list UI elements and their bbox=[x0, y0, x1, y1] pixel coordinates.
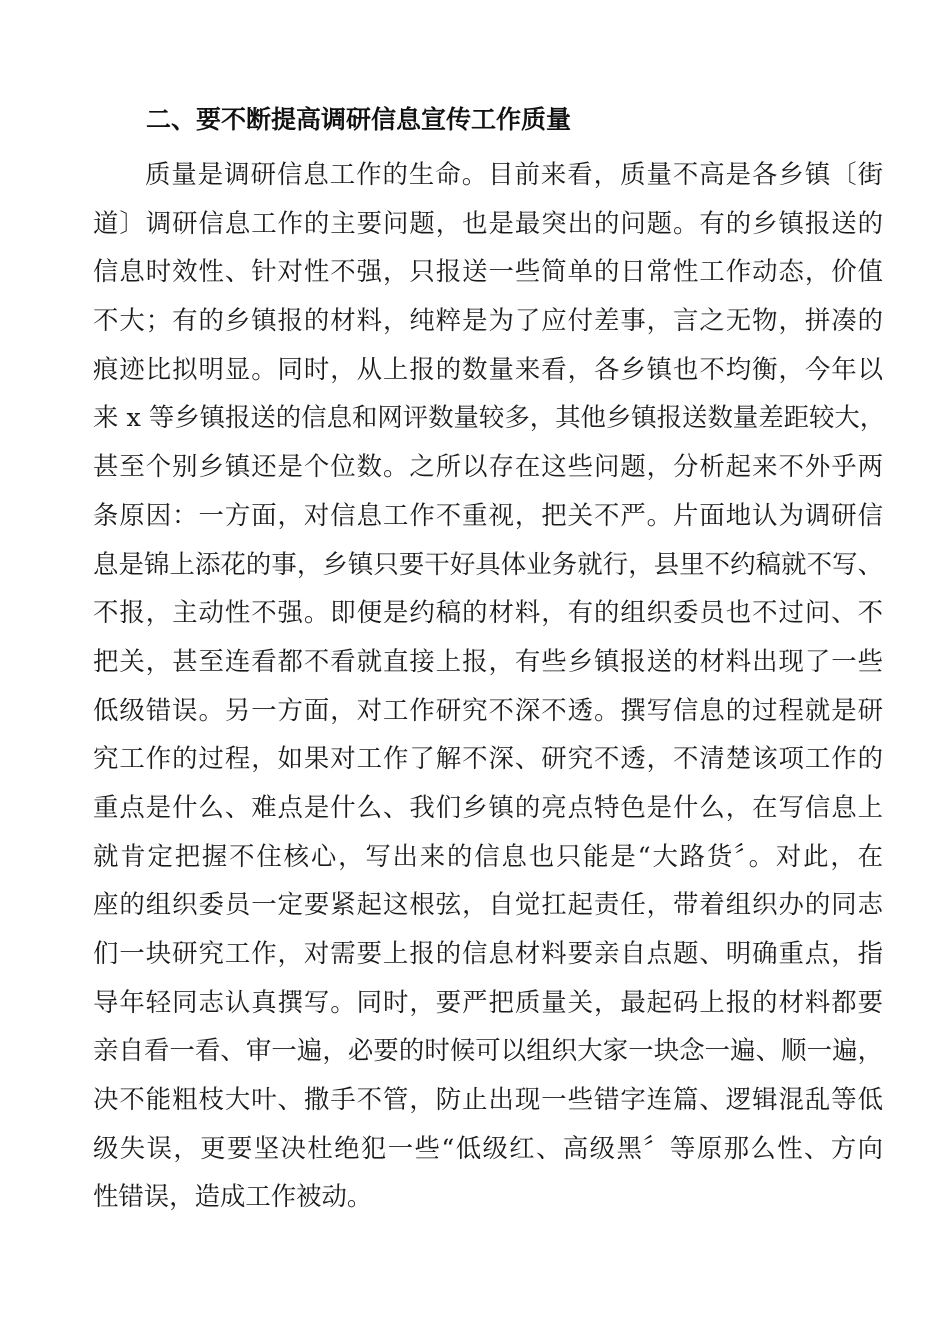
paragraph-line: 痕迹比拟明显。同时，从上报的数量来看，各乡镇也不均衡，今年以 bbox=[93, 353, 883, 384]
paragraph-line: 低级错误。另一方面，对工作研究不深不透。撰写信息的过程就是研 bbox=[93, 694, 883, 725]
paragraph-line: 们一块研究工作，对需要上报的信息材料要亲自点题、明确重点，指 bbox=[93, 938, 883, 968]
paragraph-line: 决不能粗枝大叶、撒手不管，防止出现一些错字连篇、逻辑混乱等低 bbox=[93, 1084, 883, 1115]
paragraph-line: 道〕调研信息工作的主要问题，也是最突出的问题。有的乡镇报送的 bbox=[93, 207, 883, 238]
paragraph-line: 重点是什么、难点是什么、我们乡镇的亮点特色是什么，在写信息上 bbox=[93, 791, 883, 822]
paragraph-line: 不大；有的乡镇报的材料，纯粹是为了应付差事，言之无物，拼凑的 bbox=[93, 305, 883, 336]
paragraph-line: 亲自看一看、审一遍，必要的时候可以组织大家一块念一遍、顺一遍， bbox=[93, 1035, 883, 1066]
paragraph-line: 究工作的过程，如果对工作了解不深、研究不透，不清楚该项工作的 bbox=[93, 743, 883, 774]
paragraph-line: 就肯定把握不住核心，写出来的信息也只能是“大路货〞。对此，在 bbox=[93, 840, 883, 871]
paragraph-line: 把关，甚至连看都不看就直接上报，有些乡镇报送的材料出现了一些 bbox=[93, 645, 883, 676]
body-paragraph bbox=[93, 150, 886, 1221]
paragraph-line: 级失误，更要坚决杜绝犯一些“低级红、高级黑〞等原那么性、方向 bbox=[93, 1132, 883, 1163]
section-heading: 二、要不断提高调研信息宣传工作质量 bbox=[146, 105, 572, 134]
paragraph-line: 来 x 等乡镇报送的信息和网评数量较多，其他乡镇报送数量差距较大， bbox=[93, 402, 886, 433]
paragraph-line: 甚至个别乡镇还是个位数。之所以存在这些问题，分析起来不外乎两 bbox=[93, 451, 883, 482]
paragraph-line: 条原因：一方面，对信息工作不重视，把关不严。片面地认为调研信 bbox=[93, 499, 883, 530]
paragraph-line: 不报，主动性不强。即便是约稿的材料，有的组织委员也不过问、不 bbox=[93, 597, 883, 628]
paragraph-line: 导年轻同志认真撰写。同时，要严把质量关，最起码上报的材料都要 bbox=[93, 986, 883, 1017]
paragraph-line: 座的组织委员一定要紧起这根弦，自觉扛起责任，带着组织办的同志 bbox=[93, 889, 883, 920]
paragraph-line: 信息时效性、针对性不强，只报送一些简单的日常性工作动态，价值 bbox=[93, 256, 883, 287]
paragraph-line: 息是锦上添花的事，乡镇只要干好具体业务就行，县里不约稿就不写、 bbox=[93, 548, 883, 579]
paragraph-line: 性错误，造成工作被动。 bbox=[93, 1181, 373, 1212]
paragraph-line: 质量是调研信息工作的生命。目前来看，质量不高是各乡镇〔街 bbox=[145, 159, 883, 189]
